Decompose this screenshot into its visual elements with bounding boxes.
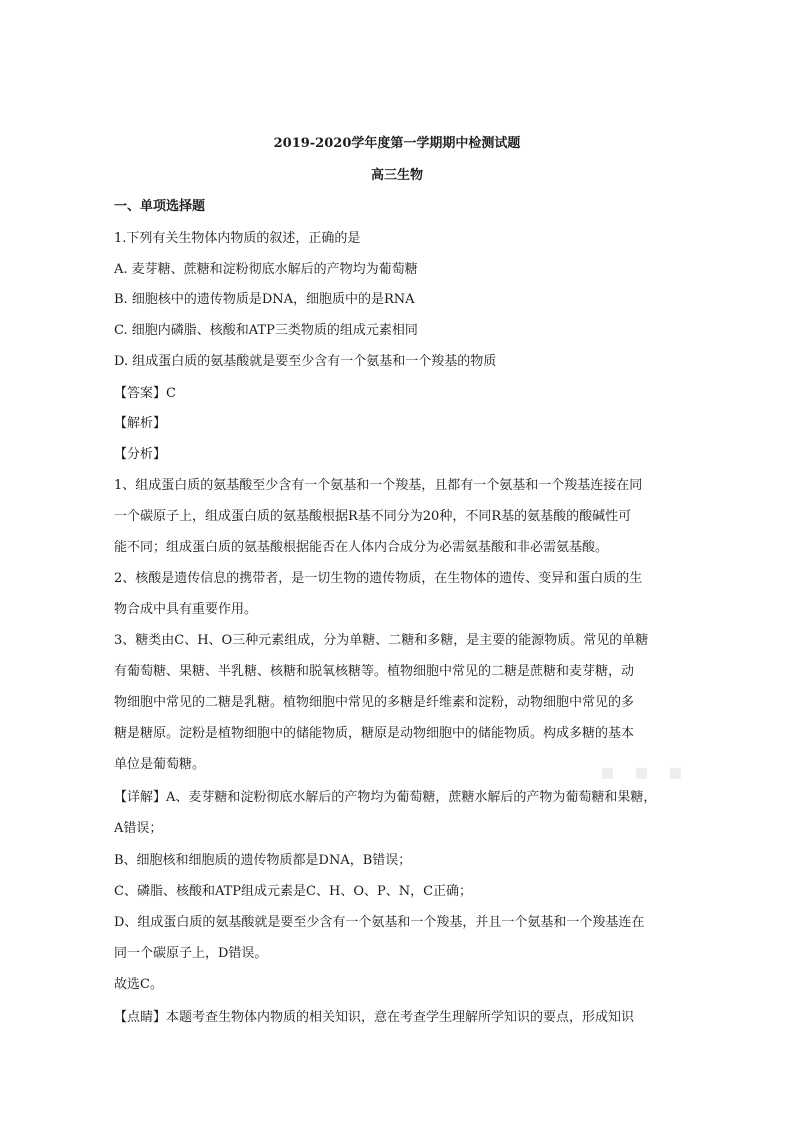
xiangjie-line: 同一个碳原子上，D错误。 — [114, 946, 268, 961]
dianjing-line: 【点睛】本题考查生物体内物质的相关知识，意在考查学生理解所学知识的要点，形成知识 — [114, 1010, 635, 1025]
fenxi-line: 1、组成蛋白质的氨基酸至少含有一个氨基和一个羧基，且都有一个氨基和一个羧基连接在同 — [114, 478, 643, 493]
watermark: ▪ ▪ ▪ — [600, 760, 689, 785]
fenxi-line: 糖是糖原。淀粉是植物细胞中的储能物质，糖原是动物细胞中的储能物质。构成多糖的基本 — [114, 726, 635, 741]
xiangjie-line: 故选C。 — [114, 977, 163, 992]
fenxi-line: 有葡萄糖、果糖、半乳糖、核糖和脱氧核糖等。植物细胞中常见的二糖是蔗糖和麦芽糖，动 — [114, 664, 635, 679]
subject-title: 高三生物 — [370, 168, 423, 183]
option-c: C. 细胞内磷脂、核酸和ATP三类物质的组成元素相同 — [114, 323, 418, 338]
fenxi-line: 能不同；组成蛋白质的氨基酸根据能否在人体内合成分为必需氨基酸和非必需氨基酸。 — [114, 540, 609, 555]
xiangjie-line: C、磷脂、核酸和ATP组成元素是C、H、O、P、N，C正确； — [114, 884, 473, 899]
fenxi-line: 一个碳原子上，组成蛋白质的氨基酸根据R基不同分为20种，不同R基的氨基酸的酸碱性可 — [114, 509, 632, 524]
option-b: B. 细胞核中的遗传物质是DNA，细胞质中的是RNA — [114, 292, 415, 307]
xiangjie-line: D、组成蛋白质的氨基酸就是要至少含有一个氨基和一个羧基，并且一个氨基和一个羧基连在 — [114, 915, 645, 930]
answer-value: C — [166, 386, 176, 401]
answer-line — [114, 385, 684, 403]
xiangjie-line: A错误； — [114, 821, 163, 836]
xiangjie-line: 【详解】A、麦芽糖和淀粉彻底水解后的产物均为葡萄糖，蔗糖水解后的产物为葡萄糖和果糖， — [114, 790, 657, 805]
jiexi-label: 【解析】 — [114, 416, 167, 431]
fenxi-label: 【分析】 — [114, 447, 167, 462]
question-stem: 1.下列有关生物体内物质的叙述，正确的是 — [114, 231, 361, 246]
fenxi-line: 2、核酸是遗传信息的携带者，是一切生物的遗传物质，在生物体的遗传、变异和蛋白质的生 — [114, 571, 643, 586]
fenxi-line: 物合成中具有重要作用。 — [114, 602, 258, 617]
exam-title: 2019-2020学年度第一学期期中检测试题 — [273, 136, 521, 151]
xiangjie-line: B、细胞核和细胞质的遗传物质都是DNA，B错误； — [114, 853, 412, 868]
section-heading: 一、单项选择题 — [114, 199, 206, 214]
fenxi-line: 物细胞中常见的二糖是乳糖。植物细胞中常见的多糖是纤维素和淀粉，动物细胞中常见的多 — [114, 695, 635, 710]
fenxi-line: 3、糖类由C、H、O三种元素组成，分为单糖、二糖和多糖，是主要的能源物质。常见的单糖 — [114, 633, 649, 648]
answer-label: 【答案】 — [114, 386, 167, 401]
fenxi-line: 单位是葡萄糖。 — [114, 757, 206, 772]
option-d: D. 组成蛋白质的氨基酸就是要至少含有一个氨基和一个羧基的物质 — [114, 354, 497, 369]
option-a: A. 麦芽糖、蔗糖和淀粉彻底水解后的产物均为葡萄糖 — [114, 262, 418, 277]
